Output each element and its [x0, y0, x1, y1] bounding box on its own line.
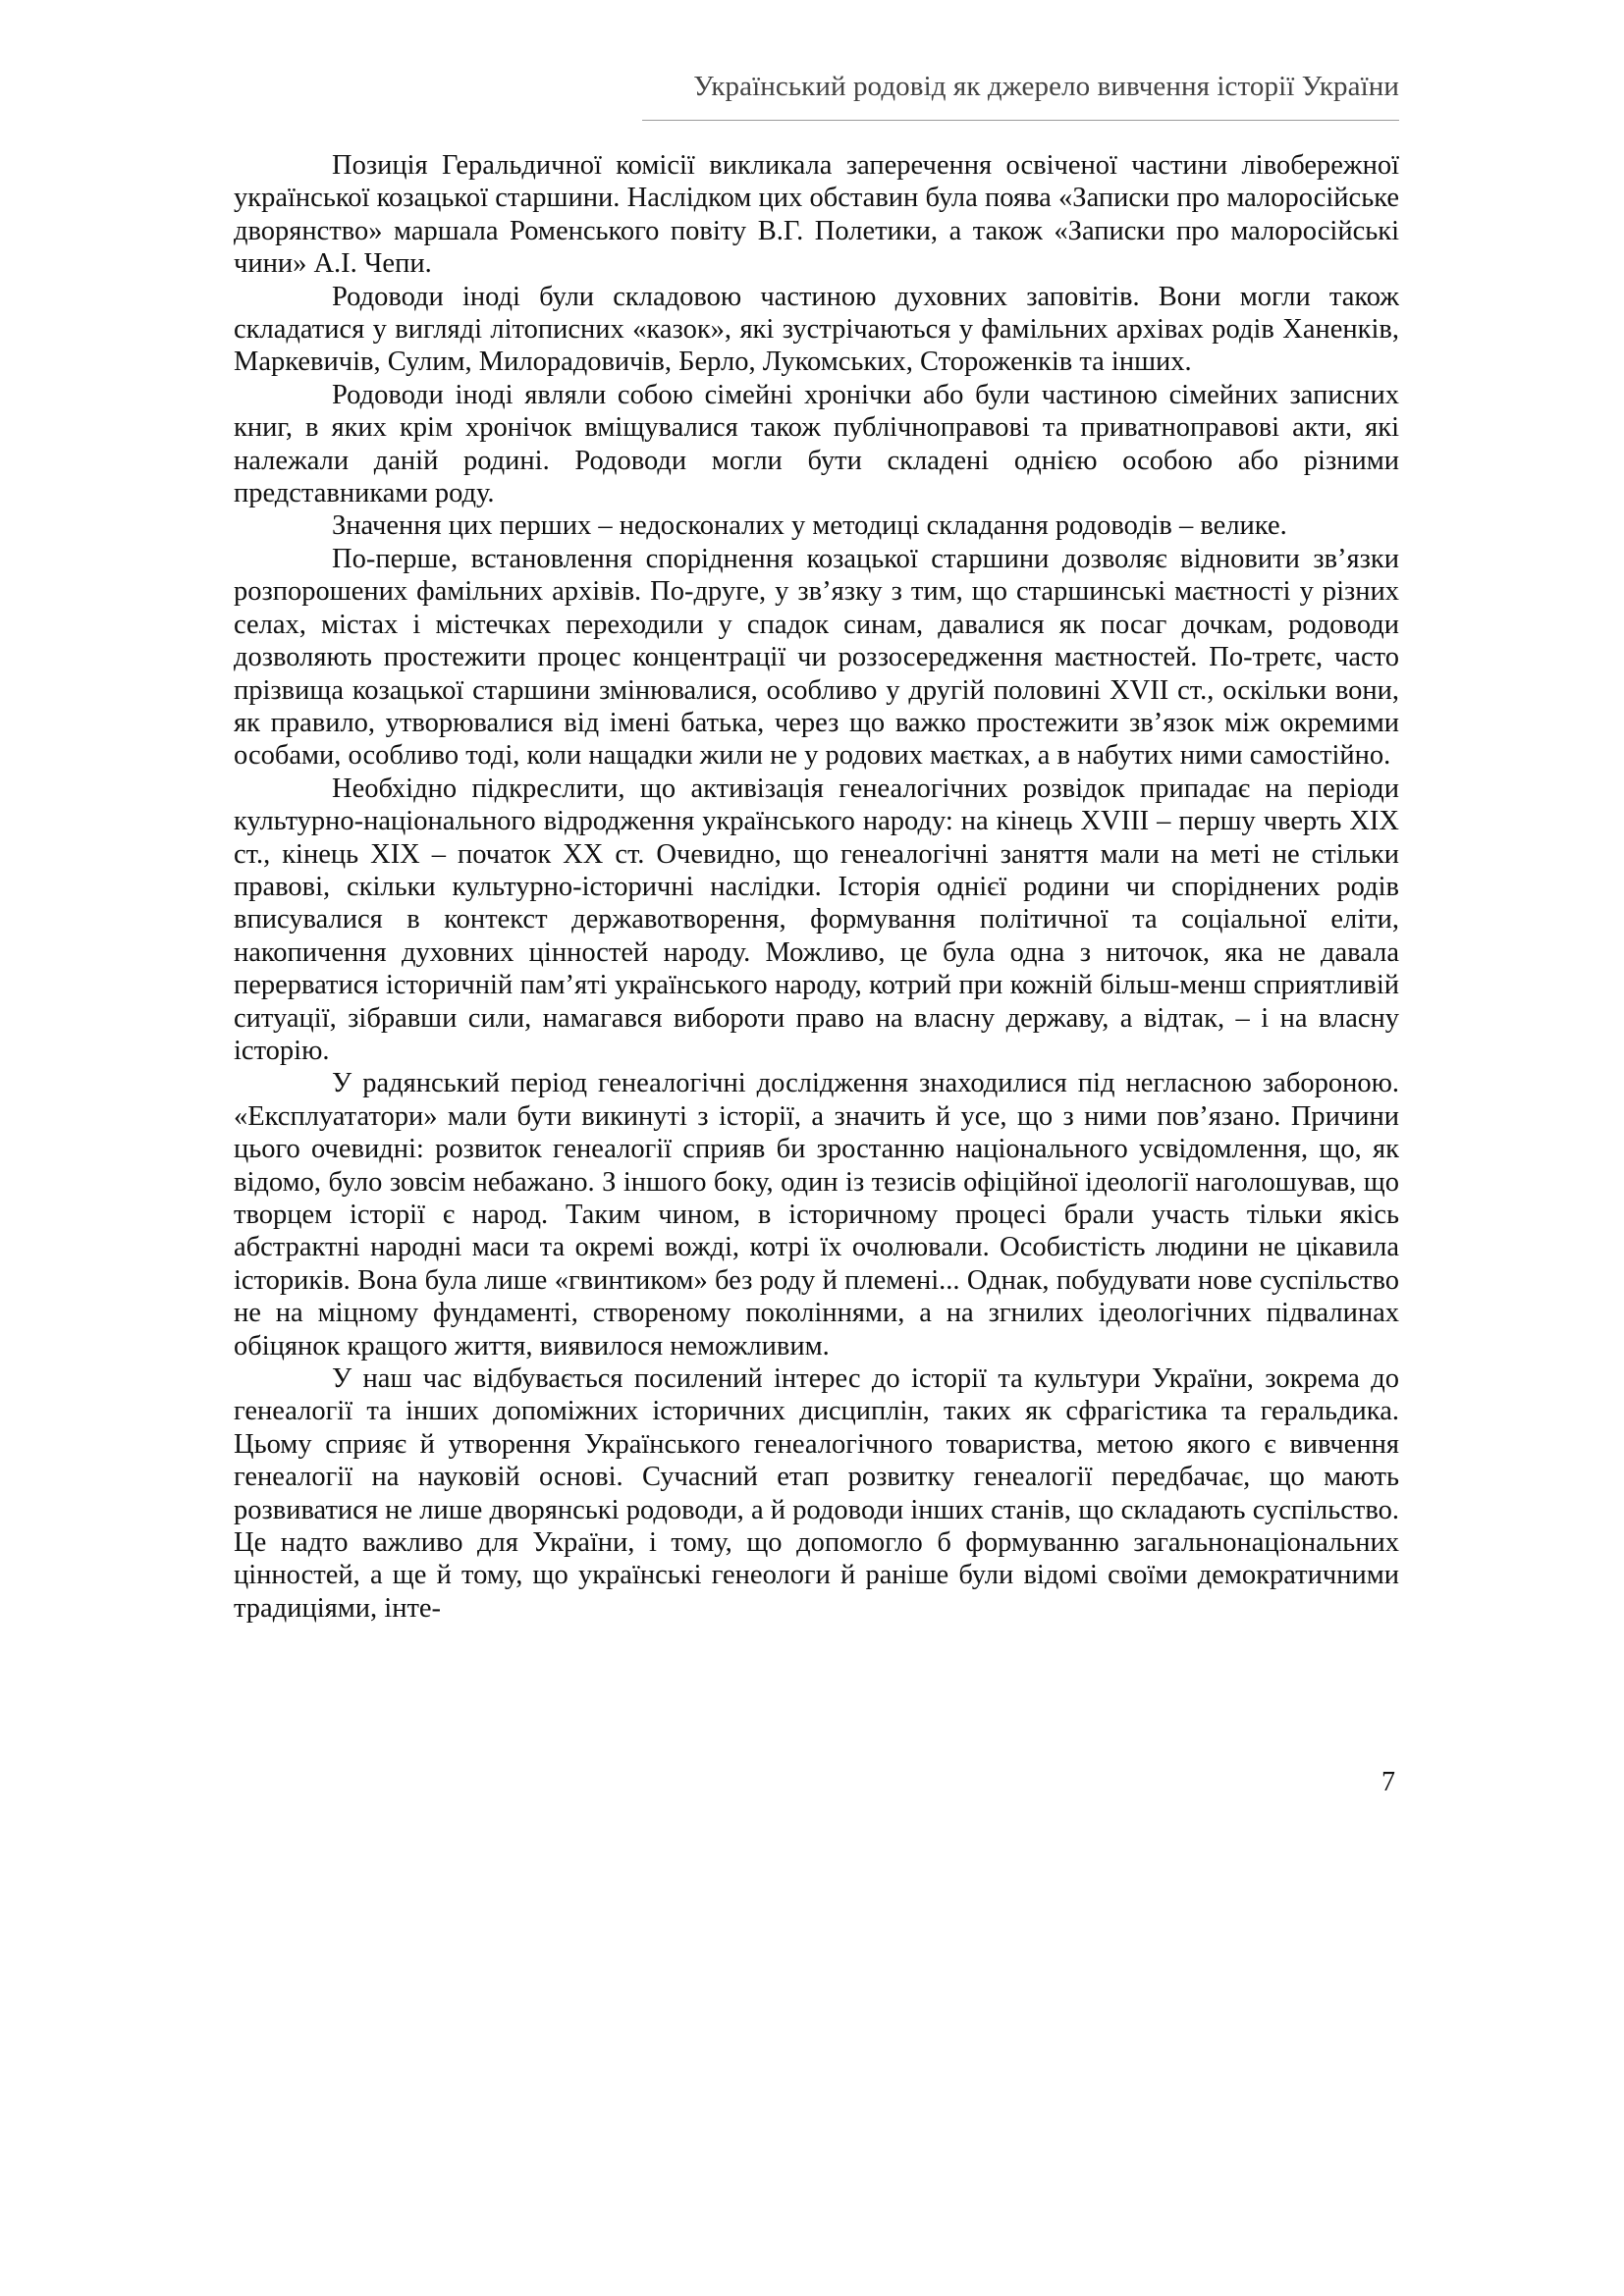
paragraph: У наш час відбувається посилений інтерес до історії та культури України, зокрема до генеалогії та інших допоміжних історичних дисциплін, таких як сфрагістика та геральдика. Цьому сприяє й утворення Українського генеалогічного товариства, метою якого є вивчення генеалогії на науковій основі. Сучасний етап розвитку генеалогії передбачає, що мають розвиватися не лише дворянські родоводи, а й родоводи інших станів, що складають суспільство. Це надто важливо для України, і тому, що допомогло б формуванню загальнонаціональних цінностей, а ще й тому, що українські генеологи й раніше були відомі своїми демократичними традиціями, інте- [234, 1363, 1399, 1624]
paragraph: Значення цих перших – недосконалих у методиці складання родоводів – велике. [332, 510, 1287, 542]
page-number: 7 [1381, 1767, 1395, 1797]
header-rule [642, 120, 1399, 121]
paragraph: У радянський період генеалогічні дослідження знаходилися під негласною забороною. «Експлуататори» мали бути викинуті з історії, а значить й усе, що з ними пов’язано. Причини цього очевидні: розвиток генеалогії сприяв би зростанню національного усвідомлення, що, як відомо, було зовсім небажано. З іншого боку, один із тезисів офіційної ідеології наголошував, що творцем історії є народ. Таким чином, в історичному процесі брали участь тільки якісь абстрактні народні маси та окремі вожді, котрі їх очолювали. Особистість людини не цікавила істориків. Вона була лише «гвинтиком» без роду й племені... Однак, побудувати нове суспільство не на міцному фундаменті, створеному поколіннями, а на згнилих ідеологічних підвалинах обіцянок кращого життя, виявилося неможливим. [234, 1068, 1399, 1362]
body-text [234, 149, 1399, 1625]
paragraph: Родоводи іноді були складовою частиною духовних заповітів. Вони могли також складатися у вигляді літописних «казок», які зустрічаються у фамільних архівах родів Ханенків, Маркевичів, Сулим, Милорадовичів, Берло, Лукомських, Стороженків та інших. [234, 281, 1399, 378]
paragraph: Позиція Геральдичної комісії викликала заперечення освіченої частини лівобережної української козацької старшини. Наслідком цих обставин була поява «Записки про малоросійське дворянство» маршала Роменського повіту В.Г. Полетики, а також «Записки про малоросійські чини» А.І. Чепи. [234, 150, 1399, 280]
paragraph: Необхідно підкреслити, що активізація генеалогічних розвідок припадає на періоди культурно-національного відродження українського народу: на кінець XVIII – першу чверть XIX ст., кінець XIX – початок XX ст. Очевидно, що генеалогічні заняття мали на меті не стільки правові, скільки культурно-історичні наслідки. Історія однієї родини чи споріднених родів вписувалися в контекст державотворення, формування політичної та соціальної еліти, накопичення духовних цінностей народу. Можливо, це була одна з ниточок, яка не давала перерватися історичній пам’яті українського народу, котрий при кожній більш-менш сприятливій ситуації, зібравши сили, намагався вибороти право на власну державу, а відтак, – і на власну історію. [234, 773, 1399, 1066]
paragraph: По-перше, встановлення споріднення козацької старшини дозволяє відновити зв’язки розпорошених фамільних архівів. По-друге, у зв’язку з тим, що старшинські маєтності у різних селах, містах і містечках переходили у спадок синам, давалися як посаг дочкам, родоводи дозволяють простежити процес концентрації чи роззосередження маєтностей. По-третє, часто прізвища козацької старшини змінювалися, особливо у другій половині XVII ст., оскільки вони, як правило, утворювалися від імені батька, через що важко простежити зв’язок між окремими особами, особливо тоді, коли нащадки жили не у родових маєтках, а в набутих ними самостійно. [234, 543, 1399, 772]
running-header: Український родовід як джерело вивчення історії України [693, 71, 1399, 102]
paragraph: Родоводи іноді являли собою сімейні хронічки або були частиною сімейних записних книг, в яких крім хронічок вміщувалися також публічноправові та приватноправові акти, які належали даній родині. Родоводи могли бути складені однією особою або різними представниками роду. [234, 379, 1399, 509]
